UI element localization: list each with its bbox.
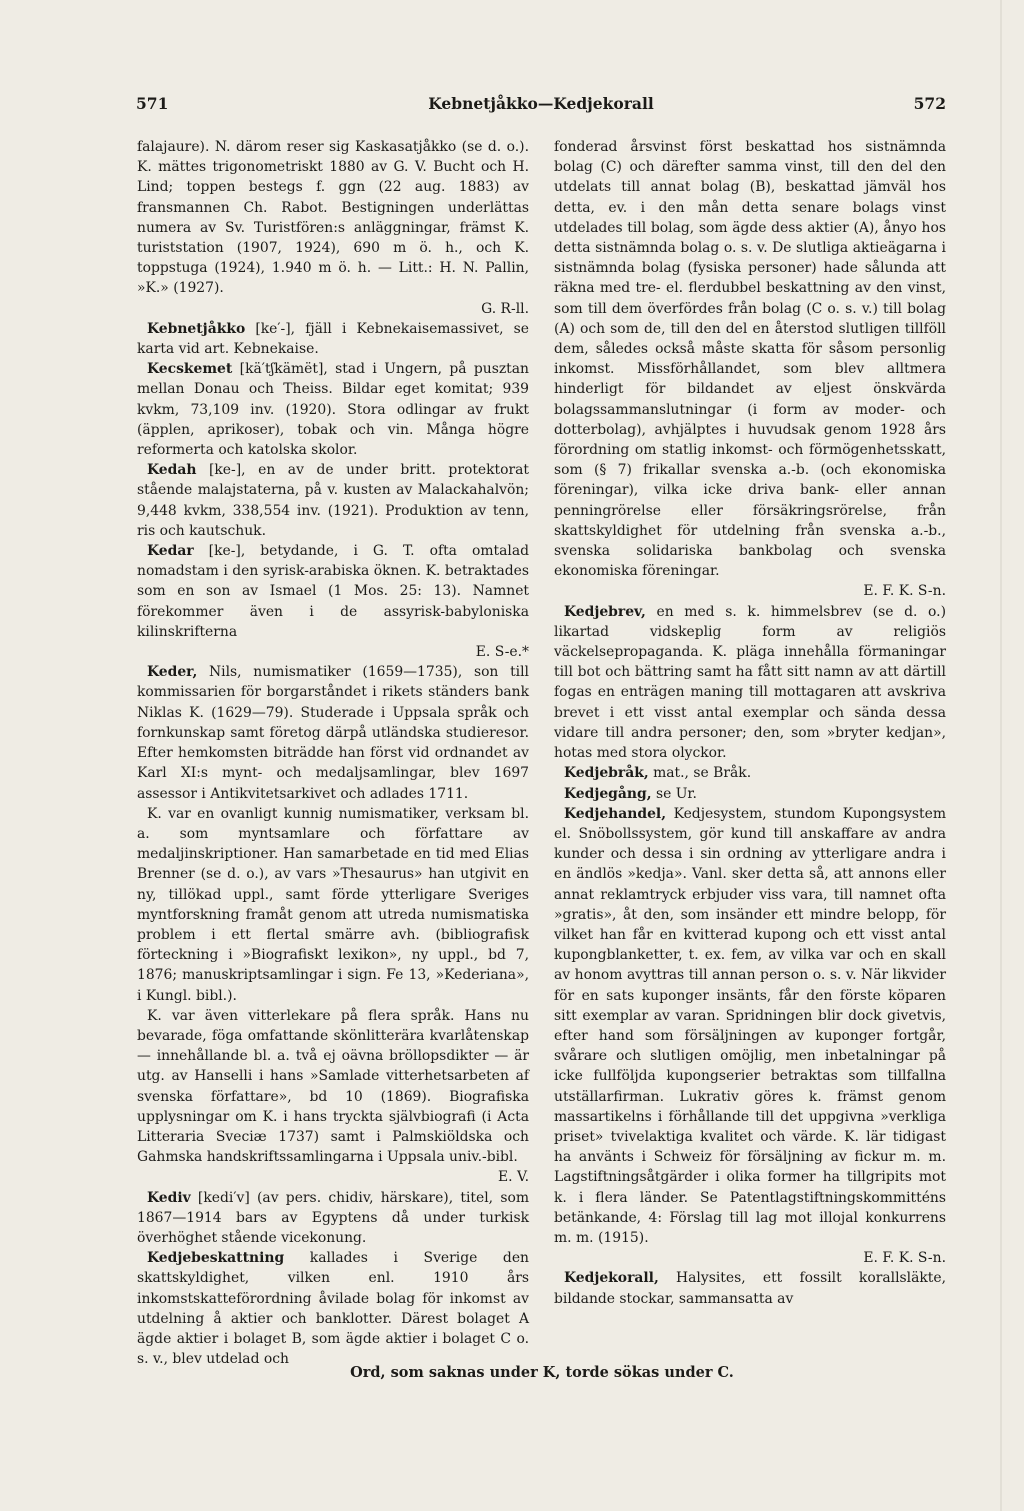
- entry-text: [kedi′v] (av pers. chidiv, härskare), titel, som 1867—1914 bars av Egyptens då under turkisk överhöghet stående vicekonung.: [137, 1189, 529, 1246]
- entry-headword: Kedjekorall,: [564, 1270, 659, 1287]
- entry-text: kallades i Sverige den skattskyldighet, vilken enl. 1910 års inkomstskatteförordning åvilade bolag för inkomst av utdelning å aktier och banklotter. Därest bolaget A ägde aktier i bolaget B, som ägde aktier i bolaget C o. s. v., blev utdelad och: [137, 1250, 529, 1368]
- entry-paragraph: [554, 1268, 946, 1308]
- entry-text: [ke-], betydande, i G. T. ofta omtalad nomadstam i den syrisk-arabiska öknen. K. betraktades som en son av Ismael (1 Mos. 25: 13). Namnet förekommer även i de assyrisk-babyloniska kilinskrifterna: [137, 543, 529, 640]
- entry-paragraph: [137, 1006, 529, 1188]
- entry-paragraph: [137, 804, 529, 1006]
- entry-signature: E. V.: [498, 1169, 529, 1186]
- entry-text: [ke′-], fjäll i Kebnekaisemassivet, se karta vid art. Kebnekaise.: [137, 320, 529, 358]
- entry-paragraph: [137, 1248, 529, 1369]
- entry-signature: E. F. K. S-n.: [863, 583, 946, 600]
- page-number-right: 572: [913, 94, 946, 113]
- entry-text: Halysites, ett fossilt korallsläkte, bildande stockar, sammansatta av: [554, 1270, 946, 1307]
- entry-headword: Kedjebråk,: [564, 765, 649, 782]
- entry-paragraph: [137, 359, 529, 460]
- entry-headword: Kedah: [147, 462, 197, 479]
- page-edge: [1000, 0, 1002, 1511]
- header-title: Kebnetjåkko—Kedjekorall: [428, 94, 654, 113]
- entry-headword: Kebnetjåkko: [147, 320, 246, 337]
- entry-signature: G. R-ll.: [481, 300, 529, 317]
- entry-text: K. var en ovanligt kunnig numismatiker, verksam bl. a. som myntsamlare och författare av medaljinskriptioner. Han samarbetade en tid med Elias Brenner (se d. o.), av vars »Thesaurus» han utgivit en ny, tillökad uppl., samt förde ytterligare Sveriges myntforskning framåt genom att utreda numismatiska problem i ett flertal smärre avh. (bibliografisk förteckning i »Biografiskt lexikon», ny uppl., bd 7, 1876; manuskriptsamlingar i sign. Fe 13, »Kederiana», i Kungl. bibl.).: [137, 805, 529, 1004]
- entry-headword: Kedjegång,: [564, 785, 652, 802]
- entry-text: se Ur.: [651, 785, 697, 802]
- entry-text: [ke-], en av de under britt. protektorat stående malajstaterna, på v. kusten av Malackahalvön; 9,448 kvkm, 338,554 inv. (1921). Produktion av tenn, ris och kautschuk.: [137, 462, 529, 539]
- entry-text: falajaure). N. därom reser sig Kaskasatjåkko (se d. o.). K. mättes trigonometriskt 1880 av G. V. Bucht och H. Lind; toppen bestegs f. ggn (22 aug. 1883) av fransmannen Ch. Rabot. Bestigningen underlättas numera av Sv. Turistfören:s anläggningar, främst K. turiststation (1907, 1924), 690 m ö. h., och K. toppstuga (1924), 1.940 m ö. h. — Litt.: H. N. Pallin, »K.» (1927).: [137, 139, 529, 297]
- entry-text: Nils, numismatiker (1659—1735), son till kommissarien för borgarståndet i rikets ständers bank Niklas K. (1629—79). Studerade i Uppsala språk och fornkunskap samt företog därpå utländska studieresor. Efter hemkomsten biträdde han först vid ordnandet av Karl XI:s mynt- och medaljsamlingar, blev 1697 assessor i Antikvitetsarkivet och adlades 1711.: [137, 664, 529, 802]
- entry-headword: Kedar: [147, 543, 194, 560]
- entry-text: mat., se Bråk.: [648, 765, 752, 782]
- entry-paragraph: [137, 1188, 529, 1249]
- entry-text: fonderad årsvinst först beskattad hos sistnämnda bolag (C) och därefter samma vinst, till den del den utdelats till annat bolag (B), beskattad jämväl hos detta, ev. i den mån detta senare bolags vinst utdelades till bolag, som ägde dess aktier (A), ånyo hos detta sistnämnda bolag o. s. v. De slutliga aktieägarna i sistnämnda bolag (fysiska personer) hade sålunda att räkna med tre- el. flerdubbel beskattning av den vinst, som till dem överfördes från bolag (C o. s. v.) till bolag (A) och som de, till den del en återstod slutligen tillföll dem, således också måste skatta för såsom personlig inkomst. Missförhållandet, som blev alltmera hinderligt för bildandet av eljest önskvärda bolagssammanslutningar (i form av moder- och dotterbolag), avhjälptes i huvudsak genom 1928 års förordning om statlig inkomst- och förmögenhetsskatt, som (§ 7) frikallar svenska a.-b. (och ekonomiska föreningar), vilka icke driva bank- eller annan penningrörelse eller försäkringsrörelse, från skattskyldighet för utdelning från svenska a.-b., svenska solidariska bankbolag och svenska ekonomiska föreningar.: [554, 139, 946, 580]
- entry-paragraph: [554, 602, 946, 764]
- entry-paragraph: [554, 804, 946, 1269]
- entry-paragraph: [554, 137, 946, 602]
- entry-paragraph: [137, 319, 529, 359]
- entry-paragraph: [554, 784, 946, 804]
- entry-headword: Keder,: [147, 664, 198, 681]
- entry-text: en med s. k. himmelsbrev (se d. o.) likartad vidskeplig form av religiös väckelsepropaganda. K. pläga innehålla förmaningar till bot och bättring samt ha fått sitt namn av att därtill fogas en enträgen maning till mottagaren att avskriva brevet i ett visst antal exemplar och sända dessa vidare till andra personer; den, som »bryter kedjan», hotas med stora olyckor.: [554, 603, 946, 762]
- entry-signature: E. F. K. S-n.: [863, 1250, 946, 1267]
- entry-headword: Kecskemet: [147, 361, 233, 378]
- entry-paragraph: [137, 460, 529, 541]
- entry-paragraph: [554, 763, 946, 783]
- left-column: [137, 137, 529, 1369]
- entry-signature: E. S-e.*: [475, 644, 529, 661]
- entry-headword: Kedjebeskattning: [147, 1250, 285, 1267]
- entry-paragraph: [137, 541, 529, 662]
- entry-paragraph: [137, 662, 529, 803]
- entry-headword: Kedjebrev,: [564, 603, 646, 620]
- entry-headword: Kedjehandel,: [564, 805, 667, 822]
- entry-text: K. var även vitterlekare på flera språk. Hans nu bevarade, föga omfattande skönlitterära kvarlåtenskap — innehållande bl. a. två ej oävna bröllopsdikter — är utg. av Hanselli i hans »Samlade vitterhetsarbeten af svenska författare», bd 10 (1869). Biografiska upplysningar om K. i hans tryckta självbiografi (i Acta Litteraria Sveciæ 1737) samt i Palmskiöldska och Gahmska handskriftssamlingarna i Uppsala univ.-bibl.: [137, 1007, 529, 1166]
- entry-headword: Kediv: [147, 1189, 191, 1206]
- right-column: [554, 137, 946, 1309]
- entry-text: [kä′tʃkämët], stad i Ungern, på pusztan mellan Donau och Theiss. Bildar eget komitat; 939 kvkm, 73,109 inv. (1920). Stora odlingar av frukt (äpplen, aprikoser), tobak och vin. Många högre reformerta och katolska skolor.: [137, 361, 529, 459]
- page-number-left: 571: [136, 94, 169, 113]
- entry-paragraph: [137, 137, 529, 319]
- running-header: [136, 94, 946, 120]
- entry-text: Kedjesystem, stundom Kupongsystem el. Snöbollssystem, gör kund till anskaffare av andra kunder och dessa i sin ordning av ytterligare andra i en ändlös »kedja». Vanl. sker detta så, att annons eller annat reklamtryck erbjuder viss vara, till namnet ofta »gratis», åt den, som insänder ett mindre belopp, för vilket han får en kvitterad kupong och ett visst antal kupongblanketter, t. ex. fem, av vilka var och en skall av honom avyttras till annan person o. s. v. När likvider för en sats kuponger insänts, får den förste köparen sitt exemplar av varan. Spridningen blir dock givetvis, efter hand som försäljningen av kuponger fortgår, svårare och slutligen omöjlig, men inbetalningar på icke fullföljda kupongserier betraktas som tillfallna utställarfirman. Lukrativ göres k. främst genom massartikelns i förhållande till det uppgivna »verkliga priset» tvivelaktiga kvalitet och värde. K. lär tidigast ha använts i Schweiz för försäljning av fickur m. m. Lagstiftningsåtgärder i olika former ha tillgripits mot k. i flera länder. Se Patentlagstiftningskommitténs betänkande, 4: Förslag till lag mot illojal konkurrens m. m. (1915).: [554, 805, 946, 1246]
- footer-note: Ord, som saknas under K, torde sökas under C.: [350, 1364, 734, 1381]
